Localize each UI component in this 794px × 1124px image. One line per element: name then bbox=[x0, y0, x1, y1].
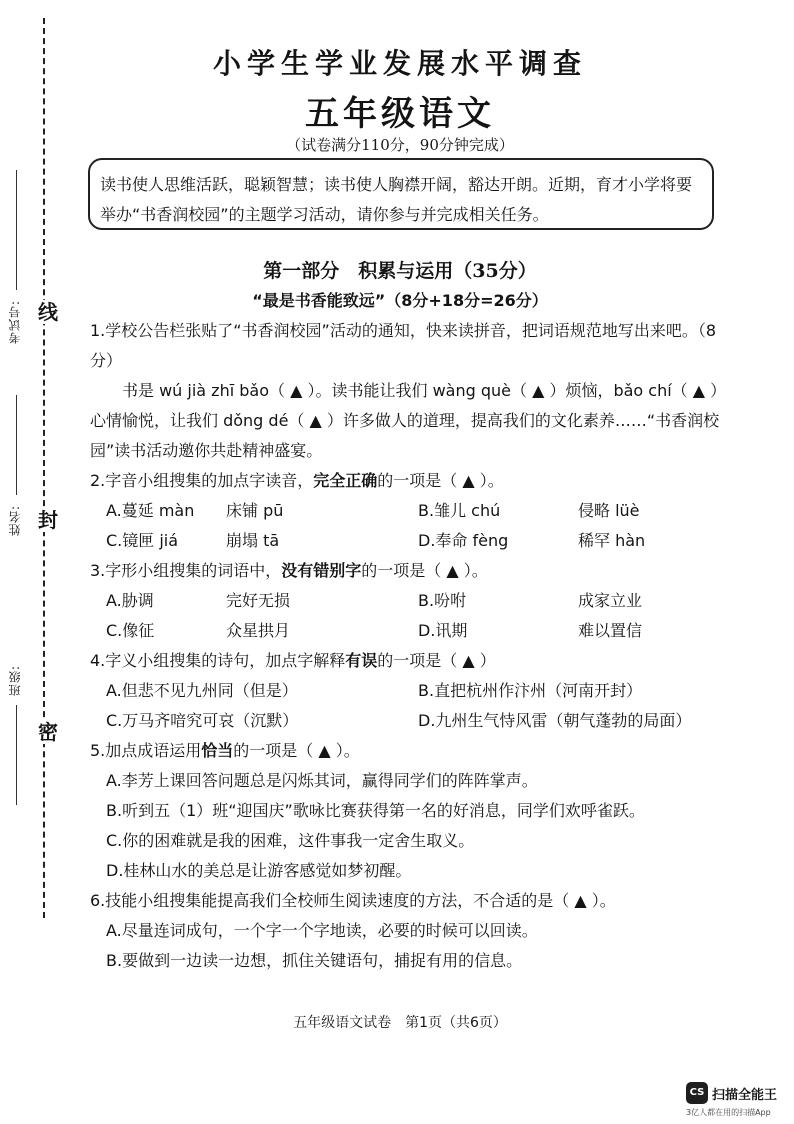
option-word: 难以置信 bbox=[578, 621, 643, 640]
option-word: 完好无损 bbox=[226, 591, 291, 610]
question-1-body: 书是 wú jià zhī bǎo（ ▲ ）。读书能让我们 wàng què（ ▲ ）烦恼，bǎo chí（ ▲ ）心情愉悦，让我们 dǒng dé（ ▲ ）许多做人的道理，提高我们的文化素养……“书香润校园”读书活动邀你共赴精神盛宴。 bbox=[90, 381, 727, 460]
option-word: 稀罕 hàn bbox=[578, 531, 646, 550]
option[interactable]: D.桂林山水的美总是让游客感觉如梦初醒。 bbox=[106, 861, 412, 880]
question-6-stem: 6.技能小组搜集能提高我们全校师生阅读速度的方法，不合适的是（ ▲ ）。 bbox=[90, 891, 616, 910]
intro-box bbox=[88, 158, 714, 230]
questions bbox=[90, 316, 730, 976]
stem-emphasis: 恰当 bbox=[201, 741, 234, 760]
option[interactable]: D.讯期 bbox=[418, 621, 468, 640]
question-4-options bbox=[90, 676, 730, 736]
stem-emphasis: 有误 bbox=[345, 651, 378, 670]
stem-text: 的一项是（ ▲ ）。 bbox=[233, 741, 360, 760]
option[interactable]: C.镜匣 jiá bbox=[106, 531, 179, 550]
stem-text: 4.字义小组搜集的诗句，加点字解释 bbox=[90, 651, 346, 670]
option[interactable]: A.胁调 bbox=[106, 591, 154, 610]
exam-title: 小学生学业发展水平调查 bbox=[212, 47, 587, 80]
option[interactable]: B.吩咐 bbox=[418, 591, 467, 610]
option[interactable]: C.像征 bbox=[106, 621, 155, 640]
section-title: “最是书香能致远”（8分+18分=26分） bbox=[252, 291, 548, 310]
exam-no-blank[interactable] bbox=[16, 170, 17, 290]
option[interactable]: A.尽量连词成句，一个字一个字地读，必要的时候可以回读。 bbox=[106, 921, 538, 940]
option-word: 崩塌 tā bbox=[226, 531, 280, 550]
option[interactable]: A.李芳上课回答问题总是闪烁其词，赢得同学们的阵阵掌声。 bbox=[106, 771, 538, 790]
option[interactable]: B.要做到一边读一边想，抓住关键语句，捕捉有用的信息。 bbox=[106, 951, 523, 970]
name-label: 姓名: bbox=[8, 505, 22, 537]
stem-emphasis: 没有错别字 bbox=[281, 561, 362, 580]
exam-subject-title: 五年级语文 bbox=[305, 94, 495, 134]
logo-name: 扫描全能王 bbox=[712, 1088, 778, 1103]
option-word: 侵略 lüè bbox=[578, 501, 640, 520]
option[interactable]: B.雏儿 chú bbox=[418, 501, 501, 520]
stem-text: 5.加点成语运用 bbox=[90, 741, 202, 760]
question-3-options bbox=[90, 586, 730, 646]
stem-text: 3.字形小组搜集的词语中， bbox=[90, 561, 282, 580]
option[interactable]: A.蔓延 màn bbox=[106, 501, 195, 520]
seal-dashed-line bbox=[43, 18, 45, 918]
option[interactable]: A.但悲不见九州同（但是） bbox=[106, 681, 298, 700]
option[interactable]: C.万马齐喑究可哀（沉默） bbox=[106, 711, 299, 730]
option[interactable]: B.直把杭州作汴州（河南开封） bbox=[418, 681, 643, 700]
class-blank[interactable] bbox=[16, 705, 17, 805]
seal-char-line: 线 bbox=[38, 300, 58, 324]
stem-text: 的一项是（ ▲ ）。 bbox=[361, 561, 488, 580]
exam-note: （试卷满分110分，90分钟完成） bbox=[286, 136, 514, 154]
stem-text: 的一项是（ ▲ ）。 bbox=[377, 471, 504, 490]
question-4-stem bbox=[90, 646, 730, 676]
question-5-stem bbox=[90, 736, 730, 766]
option[interactable]: B.听到五（1）班“迎国庆”歌咏比赛获得第一名的好消息，同学们欢呼雀跃。 bbox=[106, 801, 645, 820]
exam-no-label: 考试号: bbox=[8, 300, 22, 345]
option[interactable]: C.你的困难就是我的困难，这件事我一定舍生取义。 bbox=[106, 831, 475, 850]
part-title: 第一部分 积累与运用（35分） bbox=[263, 260, 537, 282]
seal-char-secret: 密 bbox=[38, 720, 58, 744]
option-word: 成家立业 bbox=[578, 591, 643, 610]
scanner-watermark bbox=[686, 1082, 786, 1118]
stem-emphasis: 完全正确 bbox=[313, 471, 378, 490]
question-2-stem bbox=[90, 466, 730, 496]
name-blank[interactable] bbox=[16, 395, 17, 495]
intro-text: 读书使人思维活跃，聪颖智慧；读书使人胸襟开阔，豁达开朗。近期，育才小学将要举办“书香润校园”的主题学习活动，请你参与并完成相关任务。 bbox=[100, 175, 693, 224]
stem-text: 的一项是（ ▲ ） bbox=[377, 651, 496, 670]
camscanner-logo-icon: CS bbox=[686, 1082, 708, 1104]
stem-text: 2.字音小组搜集的加点字读音， bbox=[90, 471, 314, 490]
binding-margin bbox=[0, 0, 62, 1124]
question-2-options bbox=[90, 496, 730, 556]
logo-tagline: 3亿人都在用的扫描App bbox=[686, 1108, 771, 1117]
option-word: 众星拱月 bbox=[226, 621, 291, 640]
option[interactable]: D.奉命 fèng bbox=[418, 531, 509, 550]
seal-char-seal: 封 bbox=[38, 508, 58, 532]
option-word: 床铺 pū bbox=[226, 501, 284, 520]
question-3-stem bbox=[90, 556, 730, 586]
option[interactable]: D.九州生气恃风雷（朝气蓬勃的局面） bbox=[418, 711, 692, 730]
class-label: 班级: bbox=[8, 665, 22, 697]
question-1-stem: 1.学校公告栏张贴了“书香润校园”活动的通知，快来读拼音，把词语规范地写出来吧。（8分） bbox=[90, 321, 717, 370]
page-footer: 五年级语文试卷 第1页（共6页） bbox=[293, 1015, 507, 1031]
